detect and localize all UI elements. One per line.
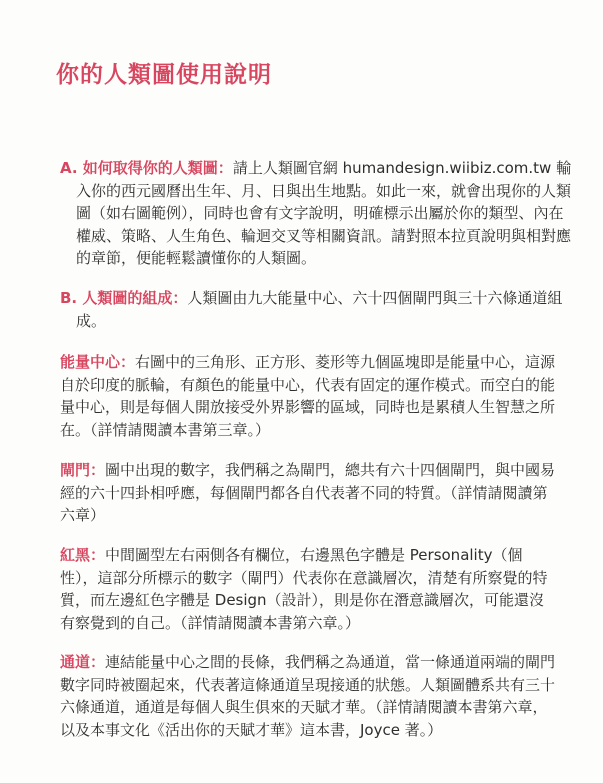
page-title: 你的人類圖使用說明 — [56, 62, 272, 88]
section-chart-composition — [60, 287, 572, 332]
section-b-term: B. 人類圖的組成： — [60, 289, 188, 307]
channel-term: 通道： — [60, 653, 106, 671]
section-b-text: 人類圖由九大能量中心、六十四個閘門與三十六條通道組成。 — [76, 289, 563, 330]
gate-text: 圖中出現的數字，我們稱之為閘門，總共有六十四個閘門，與中國易經的六十四卦相呼應，每個閘門都各自代表著不同的特質。（詳情請閱讀第六章） — [60, 461, 556, 524]
section-a-term: A. 如何取得你的人類圖： — [60, 159, 233, 177]
section-gates — [60, 459, 556, 527]
section-a-text: 請上人類圖官網 humandesign.wiibiz.com.tw 輸入你的西元國曆出生年、月、日與出生地點。如此一來，就會出現你的人類圖（如右圖範例），同時也會有文字說明，明確標示出屬於你的類型、內在權威、策略、人生角色、輪迴交叉等相關資訊。請對照本拉頁說明與相對應的章節，便能輕鬆讀懂你的人類圖。 — [76, 159, 572, 267]
energy-center-text: 右圖中的三角形、正方形、菱形等九個區塊即是能量中心，這源自於印度的脈輪，有顏色的能量中心，代表有固定的運作模式。而空白的能量中心，則是每個人開放接受外界影響的區域，同時也是累積人生智慧之所在。（詳情請閱讀本書第三章。） — [60, 353, 556, 439]
section-energy-centers — [60, 351, 556, 441]
energy-center-term: 能量中心： — [60, 353, 136, 371]
section-red-black — [60, 544, 556, 634]
section-channels — [60, 651, 556, 741]
red-black-text: 中間圖型左右兩側各有欄位，右邊黑色字體是 Personality（個性），這部分所標示的數字（閘門）代表你在意識層次，清楚有所察覺的特質，而左邊紅色字體是 Design（設計），則是你在潛意識層次，可能還沒有察覺到的自己。（詳情請閱讀本書第六章。） — [60, 546, 548, 632]
red-black-term: 紅黑： — [60, 546, 106, 564]
section-how-to-get-chart — [60, 157, 572, 270]
channel-text: 連結能量中心之間的長條，我們稱之為通道，當一條通道兩端的閘門數字同時被圈起來，代表著這條通道呈現接通的狀態。人類圖體系共有三十六條通道，通道是每個人與生俱來的天賦才華。（詳情請閱讀本書第六章，以及本事文化《活出你的天賦才華》這本書，Joyce 著。） — [60, 653, 556, 739]
gate-term: 閘門： — [60, 461, 106, 479]
